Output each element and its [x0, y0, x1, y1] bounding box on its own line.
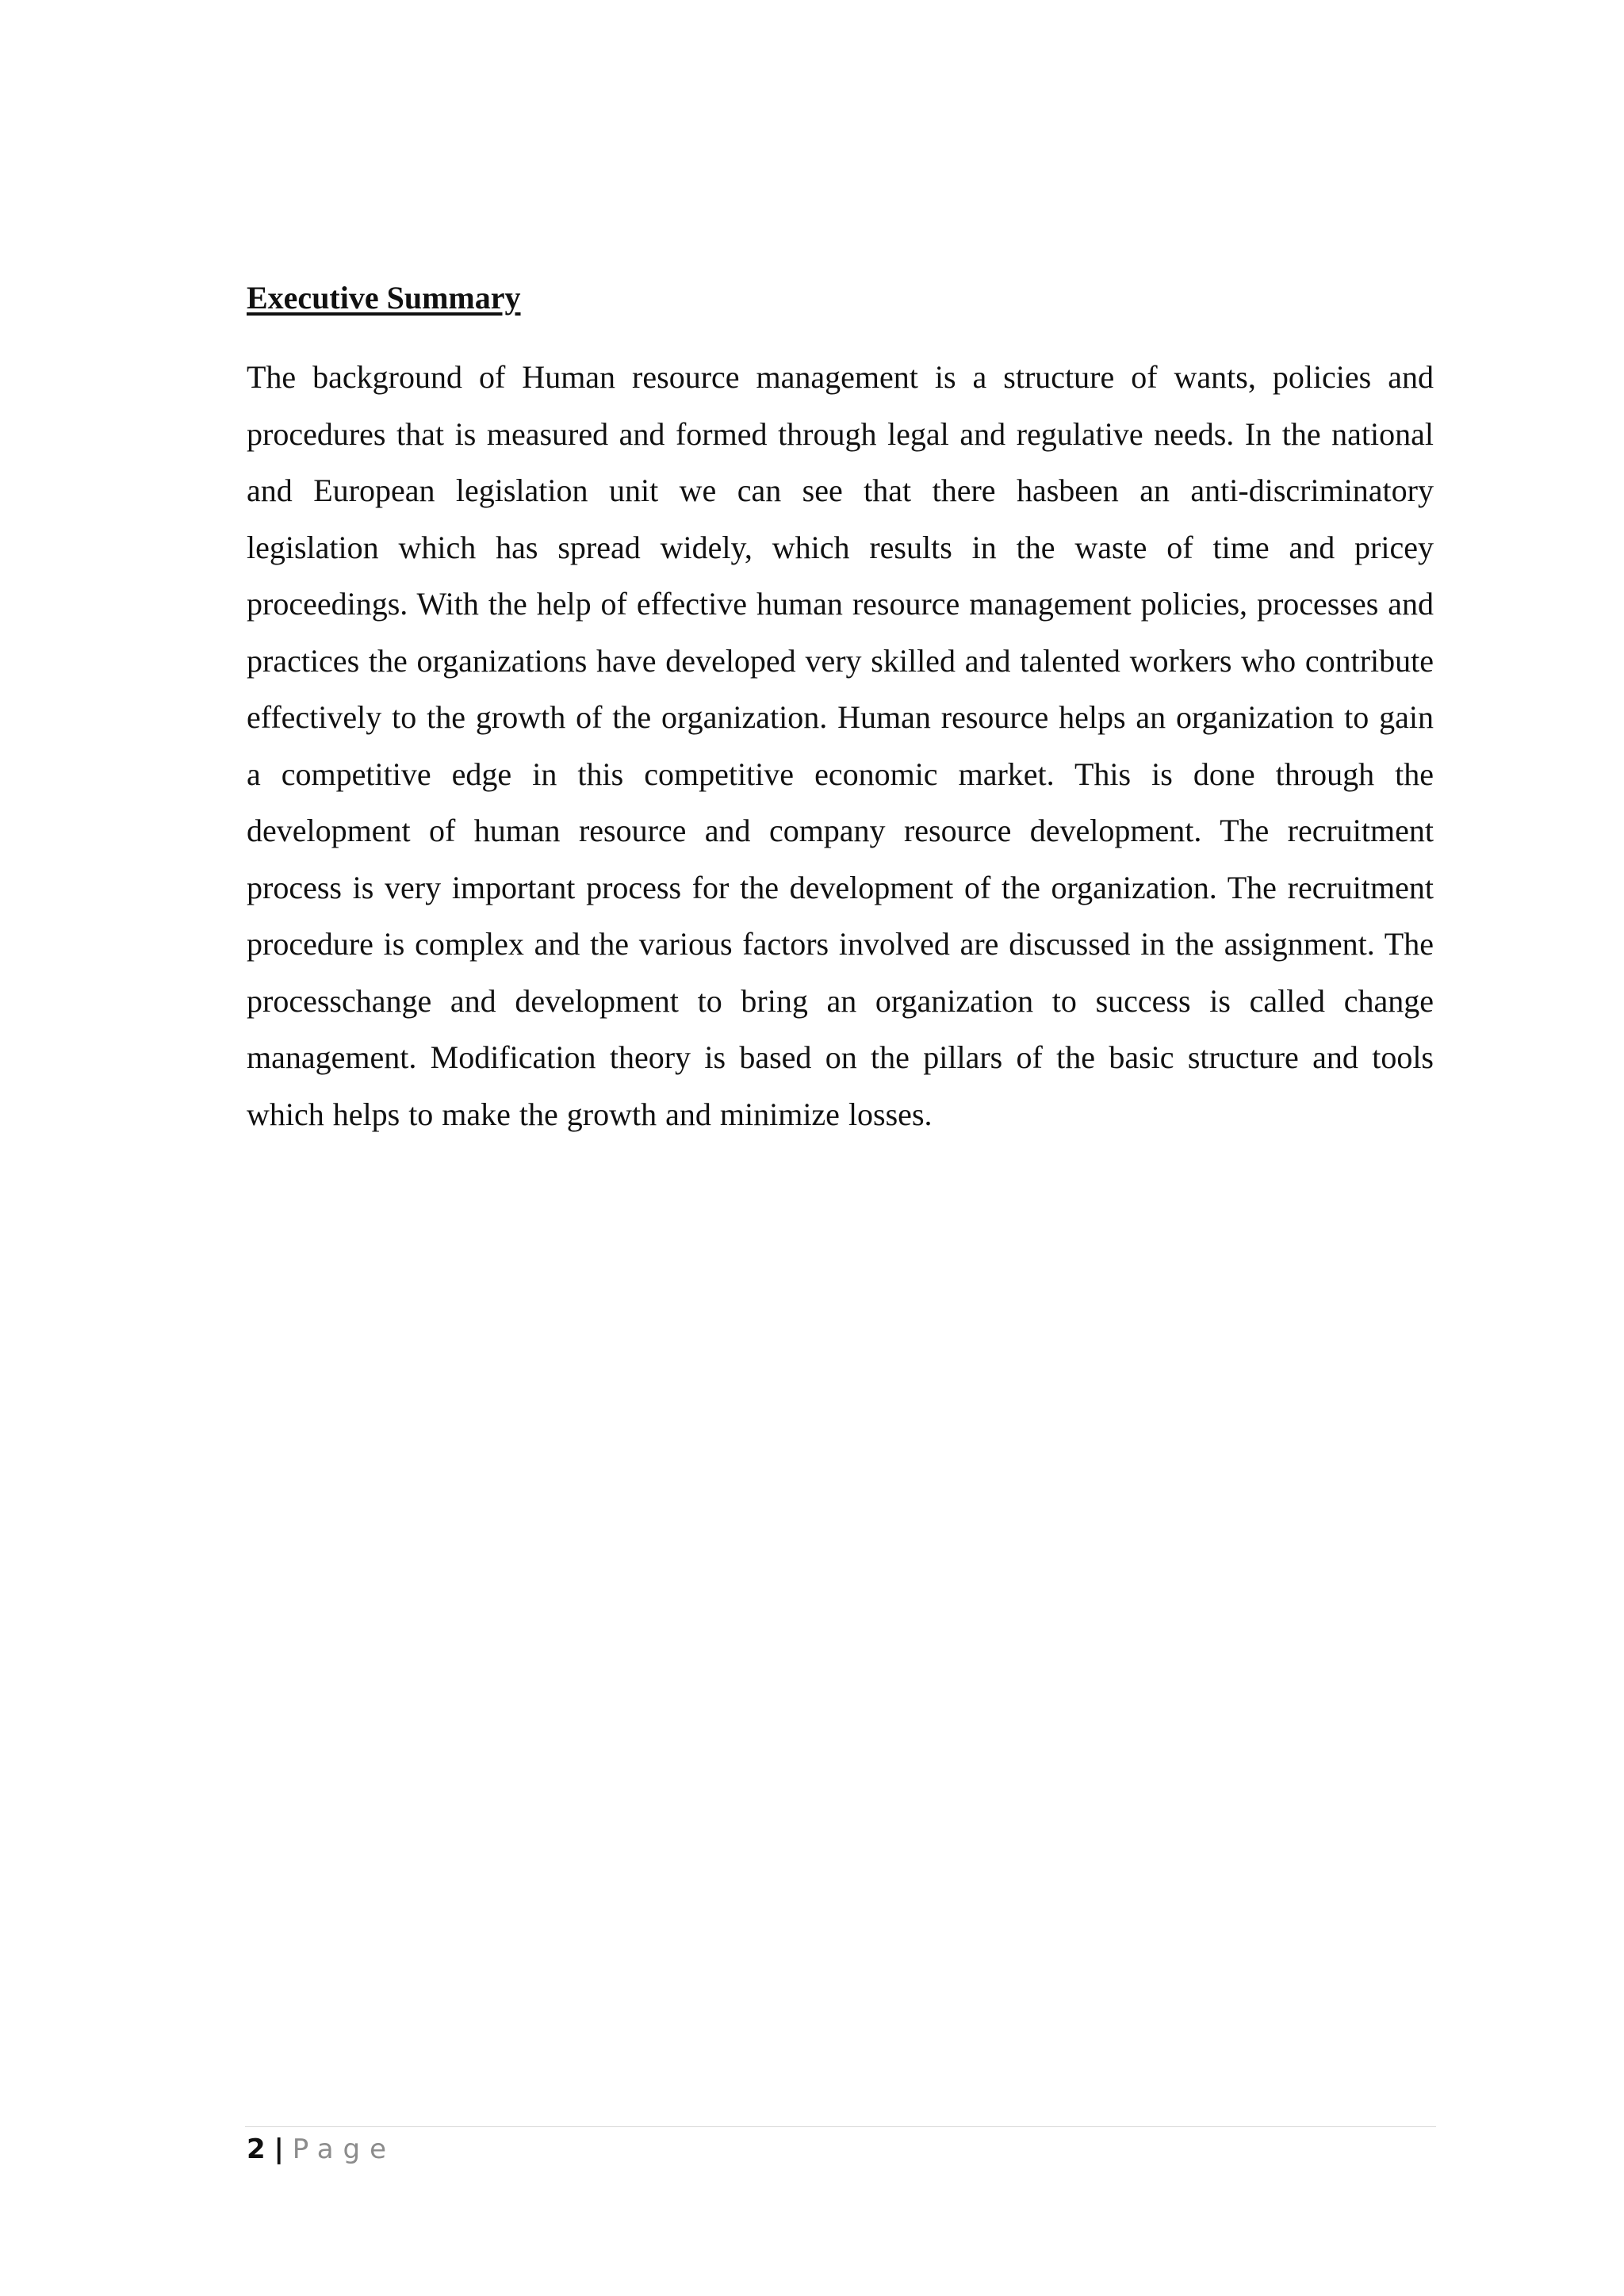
page-label: Page	[292, 2133, 396, 2165]
page-content	[247, 279, 1434, 1142]
page-number: 2	[247, 2133, 266, 2165]
page-footer	[247, 2131, 396, 2169]
section-heading: Executive Summary	[247, 280, 521, 316]
footer-divider	[245, 2126, 1436, 2127]
page-separator: |	[274, 2133, 284, 2165]
summary-paragraph: The background of Human resource management is a structure of wants, policies and procedures that is measured and formed through legal and regulative needs. In the national and European legislation unit we can see that there hasbeen an anti-discriminatory legislation which has spread widely, which results in the waste of time and pricey proceedings. With the help of effective human resource management policies, processes and practices the organizations have developed very skilled and talented workers who contribute effectively to the growth of the organization. Human resource helps an organization to gain a competitive edge in this competitive economic market. This is done through the development of human resource and company resource development. The recruitment process is very important process for the development of the organization. The recruitment procedure is complex and the various factors involved are discussed in the assignment. The processchange and development to bring an organization to success is called change management. Modification theory is based on the pillars of the basic structure and tools which helps to make the growth and minimize losses.	[247, 359, 1434, 1132]
